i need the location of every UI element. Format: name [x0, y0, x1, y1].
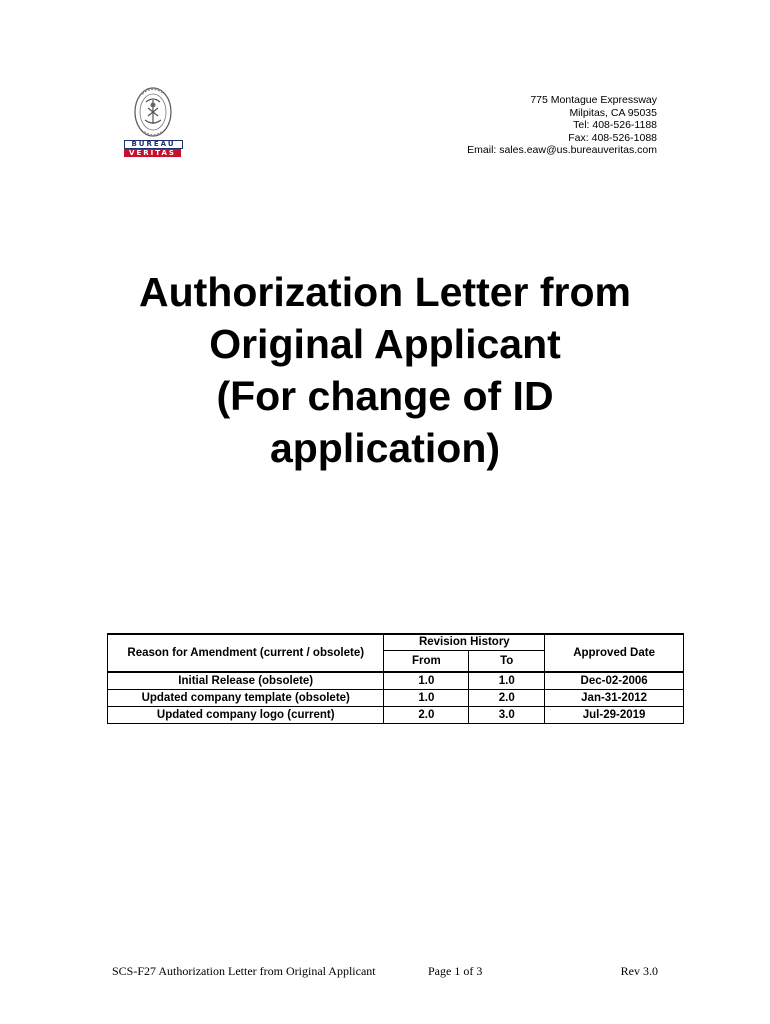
cell-from: 1.0	[384, 690, 469, 707]
footer-doc-id: SCS-F27 Authorization Letter from Original Applicant	[112, 964, 376, 978]
cell-to: 3.0	[469, 707, 545, 724]
header-approved-date: Approved Date	[545, 634, 684, 672]
cell-from: 1.0	[384, 672, 469, 690]
table-row	[108, 672, 684, 690]
footer-page-number: Page 1 of 3	[428, 964, 483, 978]
title-line-3: (For change of ID	[216, 373, 554, 419]
address-city: Milpitas, CA 95035	[569, 106, 657, 119]
cell-reason: Updated company logo (current)	[108, 707, 384, 724]
header-to: To	[469, 650, 545, 672]
footer-revision: Rev 3.0	[620, 964, 658, 978]
table-row	[108, 690, 684, 707]
cell-date: Jul-29-2019	[545, 707, 684, 724]
header-revision-history: Revision History	[384, 634, 545, 650]
address-email: Email: sales.eaw@us.bureauveritas.com	[467, 144, 657, 156]
address-street: 775 Montague Expressway	[530, 94, 657, 106]
address-tel: Tel: 408-526-1188	[573, 119, 657, 131]
header-reason: Reason for Amendment (current / obsolete)	[108, 634, 384, 672]
cell-date: Jan-31-2012	[545, 690, 684, 707]
title-line-1: Authorization Letter from	[139, 269, 631, 315]
address-block	[467, 94, 657, 157]
seal-icon	[124, 86, 182, 140]
cell-from: 2.0	[384, 707, 469, 724]
cell-reason: Updated company template (obsolete)	[108, 690, 384, 707]
title-line-2: Original Applicant	[209, 321, 561, 367]
header-from: From	[384, 650, 469, 672]
bureau-veritas-logo	[124, 86, 182, 158]
logo-band-veritas: VERITAS	[124, 149, 181, 157]
address-fax: Fax: 408-526-1088	[568, 131, 657, 144]
logo-band-bureau: BUREAU	[124, 140, 183, 149]
revision-history-table	[107, 633, 684, 724]
cell-to: 1.0	[469, 672, 545, 690]
document-title	[0, 266, 770, 474]
cell-reason: Initial Release (obsolete)	[108, 672, 384, 690]
title-line-4: application)	[269, 425, 501, 471]
cell-to: 2.0	[469, 690, 545, 707]
table-row	[108, 707, 684, 724]
cell-date: Dec-02-2006	[545, 672, 684, 690]
